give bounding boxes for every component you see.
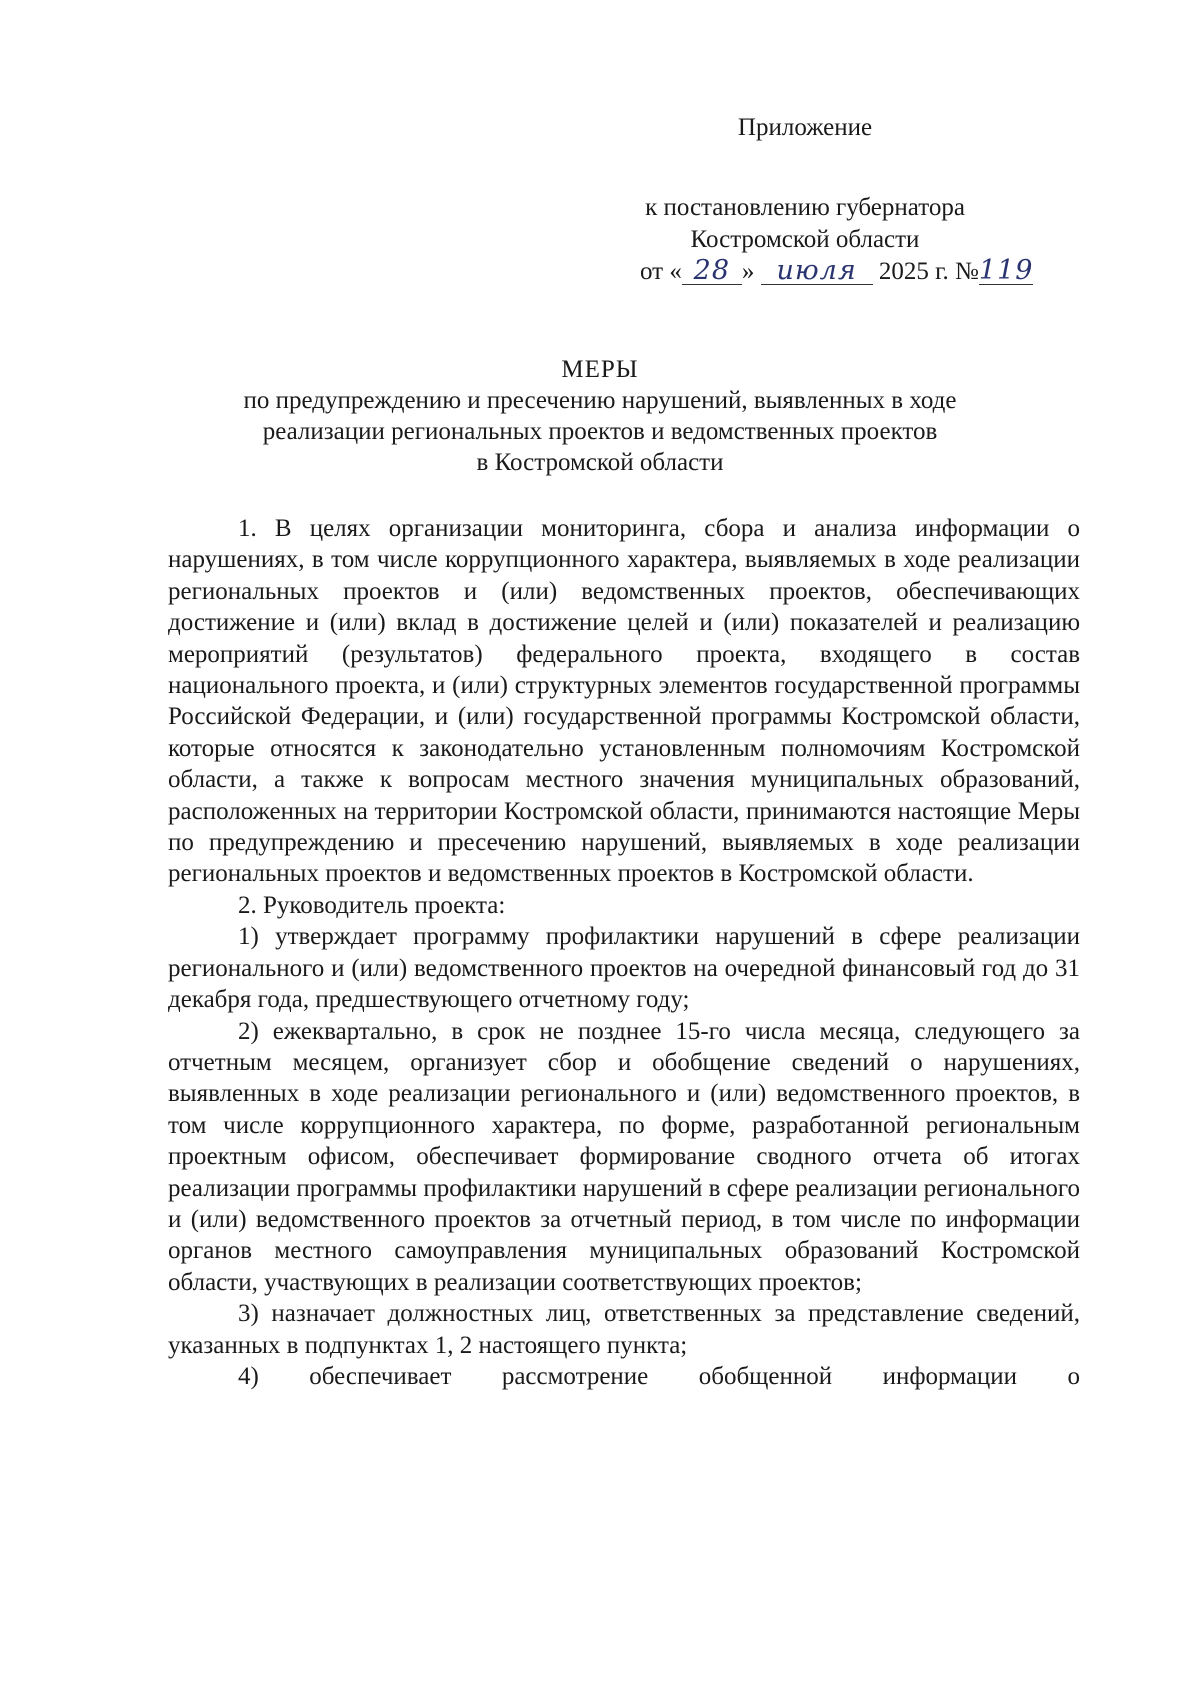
appendix-date-line — [640, 255, 1034, 288]
paragraph-2-item-3: 3) назначает должностных лиц, ответственных за представление сведений, указанных в подпунктах 1, 2 настоящего пункта; — [168, 1300, 1080, 1359]
document-number-handwritten: 119 — [978, 255, 1034, 286]
date-month-handwritten: июля — [761, 258, 873, 285]
appendix-gap — [640, 144, 970, 192]
date-mid: » — [741, 258, 755, 285]
document-title — [180, 354, 1020, 478]
appendix-line-1: к постановлению губернатора — [645, 194, 965, 221]
date-prefix: от « — [640, 258, 682, 285]
paragraph-2-item-4: 4) обеспечивает рассмотрение обобщенной информации о — [238, 1362, 1080, 1390]
title-heading: МЕРЫ — [561, 356, 639, 383]
paragraph-2: 2. Руководитель проекта: — [238, 891, 506, 919]
date-day-handwritten: 28 — [682, 258, 742, 285]
paragraph-1: 1. В целях организации мониторинга, сбора и анализа информации о нарушениях, в том числе коррупционного характера, выявляемых в ходе реализации региональных проектов и (или) ведомственных проектов, обеспечивающих достижение и (или) вклад в достижение целей и (или) показателей и реализацию мероприятий (результатов) федерального проекта, входящего в состав национального проекта, и (или) структурных элементов государственной программы Российской Федерации, и (или) государственной программы Костромской области, которые относятся к законодательно установленным полномочиям Костромской области, а также к вопросам местного значения муниципальных образований, расположенных на территории Костромской области, принимаются настоящие Меры по предупреждению и пресечению нарушений, выявляемых в ходе реализации региональных проектов и ведомственных проектов в Костромской области. — [168, 515, 1080, 888]
title-line-3: в Костромской области — [476, 449, 724, 476]
paragraph-2-item-2: 2) ежеквартально, в срок не позднее 15-го числа месяца, следующего за отчетным месяцем, организует сбор и обобщение сведений о нарушениях, выявленных в ходе реализации регионального и (или) ведомственного проектов, в том числе коррупционного характера, по форме, разработанной региональным проектным офисом, обеспечивает формирование сводного отчета об итогах реализации программы профилактики нарушений в сфере реализации регионального и (или) ведомственного проектов за отчетный период, в том числе по информации органов местного самоуправления муниципальных образований Костромской области, участвующих в реализации соответствующих проектов; — [168, 1017, 1080, 1296]
document-body — [168, 513, 1080, 1392]
title-line-1: по предупреждению и пресечению нарушений, выявленных в ходе — [243, 387, 957, 414]
appendix-block — [640, 112, 1034, 288]
appendix-label: Приложение — [737, 114, 873, 141]
paragraph-2-item-1: 1) утверждает программу профилактики нарушений в сфере реализации регионального и (или) ведомственного проектов на очередной финансовый год до 31 декабря года, предшествующего отчетному году; — [168, 923, 1080, 1014]
title-line-2: реализации региональных проектов и ведомственных проектов — [262, 418, 938, 445]
date-year: 2025 г. № — [878, 258, 979, 285]
appendix-line-2: Костромской области — [690, 226, 920, 253]
